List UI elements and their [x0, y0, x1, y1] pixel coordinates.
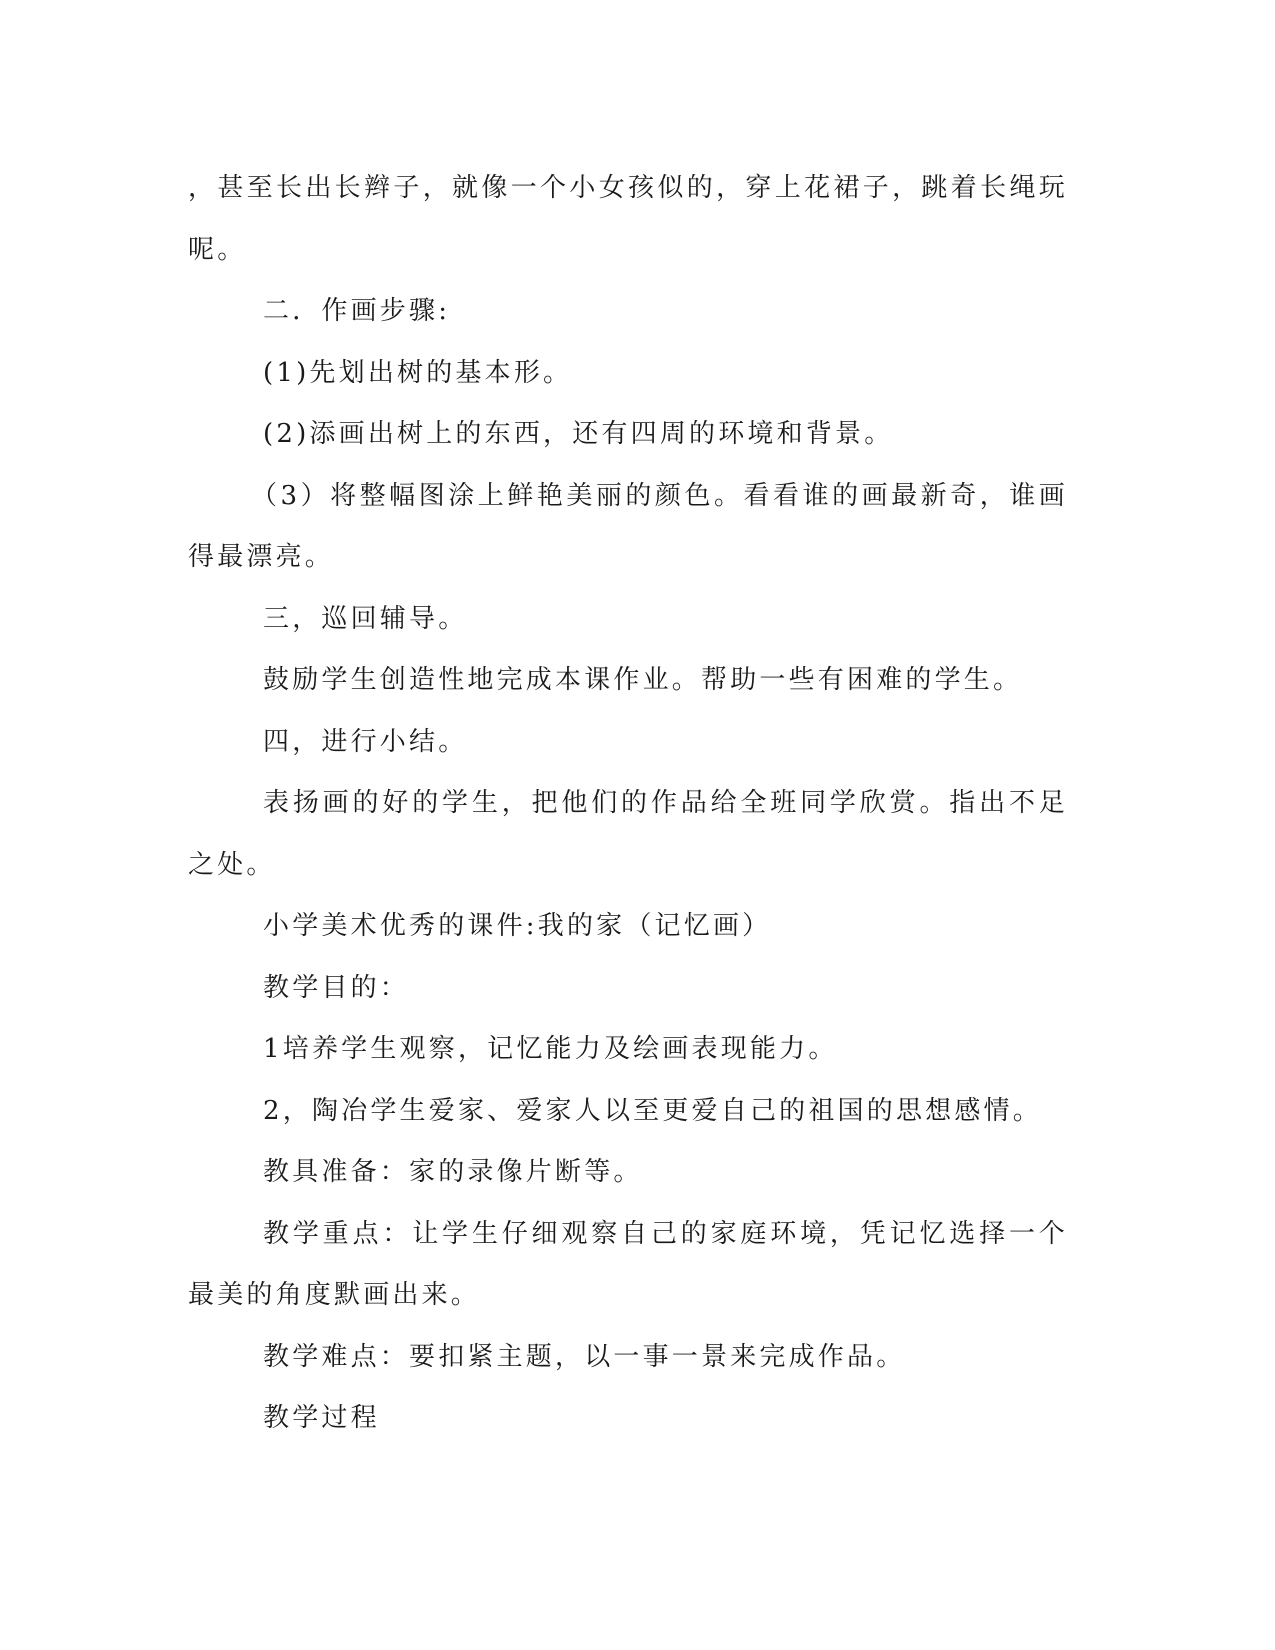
teaching-process-heading: 教学过程 [263, 1403, 380, 1433]
teaching-aids: 教具准备：家的录像片断等。 [263, 1157, 643, 1187]
step-1: (1)先划出树的基本形。 [263, 357, 573, 388]
teaching-goals-heading: 教学目的： [263, 972, 410, 1003]
document-body [188, 158, 1068, 1450]
step-3: （3）将整幅图涂上鲜艳美丽的颜色。看看谁的画最新奇，谁画得最漂亮。 [188, 480, 1068, 572]
tutoring-text: 鼓励学生创造性地完成本课作业。帮助一些有困难的学生。 [263, 665, 1023, 695]
teaching-goal-2: 2，陶冶学生爱家、爱家人以至更爱自己的祖国的思想感情。 [263, 1095, 1042, 1126]
summary-text: 表扬画的好的学生，把他们的作品给全班同学欣赏。指出不足之处。 [188, 788, 1068, 880]
section-heading-tutoring: 三，巡回辅导。 [263, 603, 468, 634]
section-heading-summary: 四，进行小结。 [263, 726, 468, 757]
teaching-focus: 教学重点：让学生仔细观察自己的家庭环境，凭记忆选择一个最美的角度默画出来。 [188, 1218, 1068, 1310]
step-2: (2)添画出树上的东西，还有四周的环境和背景。 [263, 419, 894, 449]
lesson-title: 小学美术优秀的课件:我的家（记忆画） [263, 911, 772, 941]
teaching-goal-1: 1培养学生观察，记忆能力及绘画表现能力。 [263, 1034, 838, 1064]
section-heading-drawing-steps: 二．作画步骤: [263, 296, 451, 326]
teaching-difficulty: 教学难点：要扣紧主题，以一事一景来完成作品。 [263, 1341, 906, 1372]
paragraph-continuation: ，甚至长出长辫子，就像一个小女孩似的，穿上花裙子，跳着长绳玩呢。 [188, 173, 1068, 265]
